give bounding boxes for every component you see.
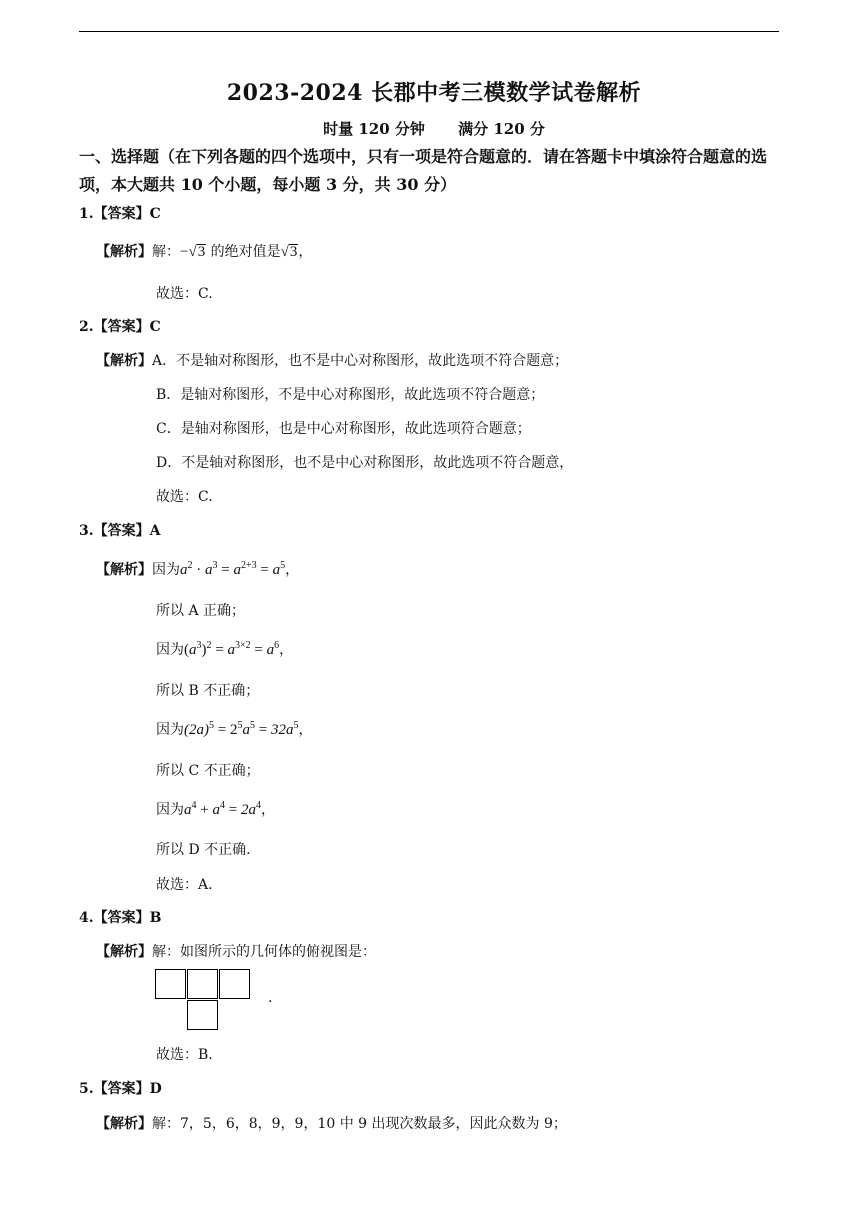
page-title: 2023-2024 长郡中考三模数学试卷解析 [226, 80, 642, 106]
exponent: 2 [187, 560, 193, 571]
q4-explanation [96, 941, 376, 961]
paren: ) [201, 642, 207, 658]
q3-eq3-line [156, 719, 312, 739]
q5-text: 解：7，5，6，8，9，9，10 中 9 出现次数最多，因此众数为 9； [152, 1116, 567, 1132]
q3-result-b: 所以 B 不正确； [156, 683, 260, 699]
q2-line-c: C．是轴对称图形，也是中心对称图形，故此选项符合题意； [156, 421, 531, 437]
paren: ( [184, 642, 189, 658]
exponent: 4 [255, 800, 261, 811]
exponent: 5 [280, 560, 286, 571]
q5-explanation [96, 1113, 567, 1133]
base: a [272, 562, 281, 578]
base: a [266, 642, 275, 658]
q1-mid: 的绝对值是 [206, 244, 281, 260]
operator: = [214, 722, 230, 738]
radical-sign: √ [188, 244, 197, 260]
q3-result-d: 所以 D 不正确. [156, 842, 251, 858]
base: 2 [229, 722, 238, 738]
base: a [227, 642, 235, 658]
operator: = [224, 802, 241, 818]
q3-answer: 3.【答案】A [79, 523, 161, 539]
base: a [184, 802, 192, 818]
base: a [212, 802, 220, 818]
section-heading: 一、选择题（在下列各题的四个选项中，只有一项是符合题意的．请在答题卡中填涂符合题意的选项，本大题共 10 个小题，每小题 3 分，共 30 分） [79, 147, 768, 194]
q2-conclusion: 故选：C. [156, 489, 213, 505]
exponent: 5 [209, 720, 214, 731]
q4-conclusion: 故选：B. [156, 1047, 213, 1063]
operator: = [254, 722, 271, 738]
punct: ， [260, 802, 275, 818]
minus-sign: − [180, 244, 189, 260]
figure-square [187, 1000, 218, 1030]
operator: · [192, 562, 205, 578]
exponent: 6 [274, 640, 280, 651]
q1-end: ， [298, 244, 313, 260]
base: a [180, 562, 188, 578]
base: (2a) [184, 722, 209, 738]
base: a [233, 562, 241, 578]
because-word: 因为 [152, 562, 180, 578]
operator: = [256, 562, 273, 578]
exponent: 5 [293, 720, 299, 731]
figure-square [155, 969, 186, 999]
punct: ， [298, 722, 313, 738]
operator: + [196, 802, 213, 818]
operator: = [211, 642, 228, 658]
exponent: 3 [196, 640, 202, 651]
because-word: 因为 [156, 642, 184, 658]
q5-answer: 5.【答案】D [79, 1081, 162, 1097]
base: a [205, 562, 213, 578]
q2-answer: 2.【答案】C [79, 319, 161, 335]
q3-eq2-line [156, 639, 293, 659]
q1-conclusion: 故选：C. [156, 286, 213, 302]
q3-eq4-line [156, 799, 275, 819]
q1-math-sqrt3 [281, 244, 299, 260]
exponent: 4 [191, 800, 197, 811]
explanation-tag: 【解析】 [96, 944, 152, 960]
because-word: 因为 [156, 802, 184, 818]
q1-prefix: 解： [152, 244, 180, 260]
q3-eq1-line [96, 559, 299, 579]
q1-answer: 1.【答案】C [79, 206, 161, 222]
q2-line-a [96, 350, 568, 370]
base: a [189, 642, 197, 658]
explanation-tag: 【解析】 [96, 353, 152, 369]
figure-square [219, 969, 250, 999]
full-score: 满分 120 分 [458, 120, 545, 138]
q4-answer: 4.【答案】B [79, 910, 162, 926]
base: 2a [240, 802, 256, 818]
exponent: 2+3 [240, 560, 257, 571]
exponent: 3×2 [234, 640, 251, 651]
punct: ， [279, 642, 294, 658]
q2-option-a-text: A．不是轴对称图形，也不是中心对称图形，故此选项不符合题意； [152, 353, 569, 369]
exponent: 4 [219, 800, 225, 811]
figure-square [187, 969, 218, 999]
explanation-tag: 【解析】 [96, 562, 152, 578]
header-rule [79, 31, 779, 32]
exponent: 5 [237, 720, 243, 731]
q3-result-a: 所以 A 正确； [156, 603, 246, 619]
radicand: 3 [289, 244, 298, 260]
q1-explanation [96, 241, 312, 261]
q3-eq4 [184, 802, 261, 818]
q1-math-neg-sqrt3 [180, 244, 206, 260]
base: 32a [270, 722, 294, 738]
exponent: 3 [212, 560, 218, 571]
explanation-tag: 【解析】 [96, 1116, 152, 1132]
exponent: 2 [206, 640, 212, 651]
q3-eq3 [184, 722, 298, 738]
top-view-figure [155, 969, 251, 1032]
q4-text: 解：如图所示的几何体的俯视图是： [152, 944, 376, 960]
operator: = [217, 562, 234, 578]
base: a [242, 722, 250, 738]
q3-eq2 [184, 642, 279, 658]
q3-result-c: 所以 C 不正确； [156, 763, 260, 779]
q2-line-d: D．不是轴对称图形，也不是中心对称图形，故此选项不符合题意， [156, 455, 574, 471]
operator: = [250, 642, 267, 658]
time-limit: 时量 120 分钟 [323, 120, 425, 138]
figure-period: . [268, 990, 273, 1006]
because-word: 因为 [156, 722, 184, 738]
explanation-tag: 【解析】 [96, 244, 152, 260]
punct: ， [285, 562, 300, 578]
q3-eq1 [180, 562, 285, 578]
exam-meta [0, 118, 868, 139]
exponent: 5 [249, 720, 255, 731]
q2-line-b: B．是轴对称图形，不是中心对称图形，故此选项不符合题意； [156, 387, 545, 403]
q3-conclusion: 故选：A. [156, 877, 213, 893]
radicand: 3 [197, 244, 206, 260]
radical-sign: √ [280, 244, 289, 260]
